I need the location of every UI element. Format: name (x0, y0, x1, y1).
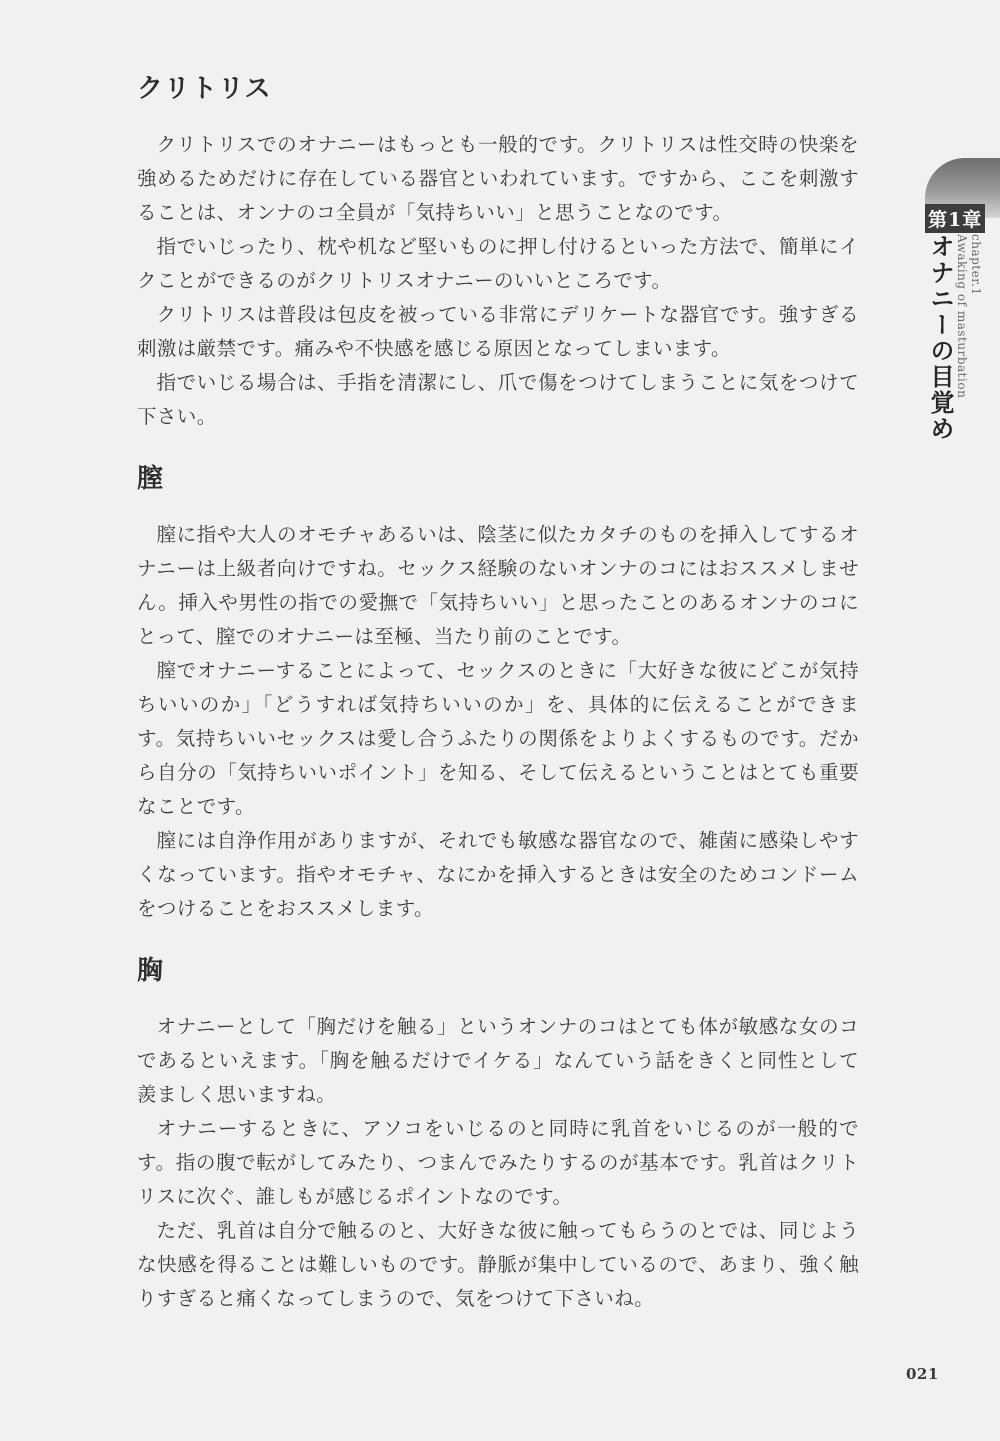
paragraph: 指でいじったり、枕や机など堅いものに押し付けるといった方法で、簡単にイクことができるのがクリトリスオナニーのいいところです。 (137, 235, 859, 292)
paragraph: 指でいじる場合は、手指を清潔にし、爪で傷をつけてしまうことに気をつけて下さい。 (137, 371, 859, 428)
section-vagina (137, 462, 859, 926)
section-body (137, 128, 859, 434)
page-number: 021 (906, 1365, 939, 1383)
chapter-number-en: chapter.1 (969, 234, 983, 296)
paragraph: 膣でオナニーすることによって、セックスのときに「大好きな彼にどこが気持ちいいのか」「どうすれば気持ちいいのか」を、具体的に伝えることができます。気持ちいいセックスは愛し合うふたりの関係をよりよくするものです。だから自分の「気持ちいいポイント」を知る、そして伝えるということはとても重要なことです。 (137, 659, 859, 818)
paragraph: 膣に指や大人のオモチャあるいは、陰茎に似たカタチのものを挿入してするオナニーは上級者向けですね。セックス経験のないオンナのコにはおススメしません。挿入や男性の指での愛撫で「気持ちいい」と思ったことのあるオンナのコにとって、膣でのオナニーは至極、当たり前のことです。 (137, 523, 859, 648)
paragraph: 膣には自浄作用がありますが、それでも敏感な器官なので、雑菌に感染しやすくなっています。指やオモチャ、なにかを挿入するときは安全のためコンドームをつけることをおススメします。 (137, 829, 859, 920)
paragraph: オナニーとして「胸だけを触る」というオンナのコはとても体が敏感な女のコであるといえます。「胸を触るだけでイケる」なんていう話をきくと同性として羨ましく思いますね。 (137, 1015, 859, 1106)
section-chest (137, 954, 859, 1316)
section-heading: クリトリス (137, 74, 272, 104)
paragraph: クリトリスでのオナニーはもっとも一般的です。クリトリスは性交時の快楽を強めるためだけに存在している器官といわれています。ですから、ここを刺激することは、オンナのコ全員が「気持ちいい」と思うことなのです。 (137, 133, 859, 224)
section-heading: 胸 (137, 956, 165, 986)
section-clitoris (137, 72, 859, 434)
chapter-label: 第1章 (925, 204, 985, 233)
section-body (137, 1010, 859, 1316)
chapter-side-tab (925, 158, 1000, 578)
paragraph: クリトリスは普段は包皮を被っている非常にデリケートな器官です。強すぎる刺激は厳禁です。痛みや不快感を感じる原因となってしまいます。 (137, 303, 859, 360)
chapter-title-en: Awaking of masturbation (955, 234, 969, 399)
section-body (137, 518, 859, 926)
chapter-subtitle-en (955, 234, 983, 398)
paragraph: ただ、乳首は自分で触るのと、大好きな彼に触ってもらうのとでは、同じような快感を得ることは難しいものです。静脈が集中しているので、あまり、強く触りすぎると痛くなってしまうので、気をつけて下さいね。 (137, 1219, 859, 1310)
chapter-title: オナニーの目覚め (926, 234, 954, 442)
section-heading: 膣 (137, 464, 165, 494)
paragraph: オナニーするときに、アソコをいじるのと同時に乳首をいじるのが一般的です。指の腹で転がしてみたり、つまんでみたりするのが基本です。乳首はクリトリスに次ぐ、誰しもが感じるポイントなのです。 (137, 1117, 859, 1208)
main-content (137, 72, 859, 1344)
